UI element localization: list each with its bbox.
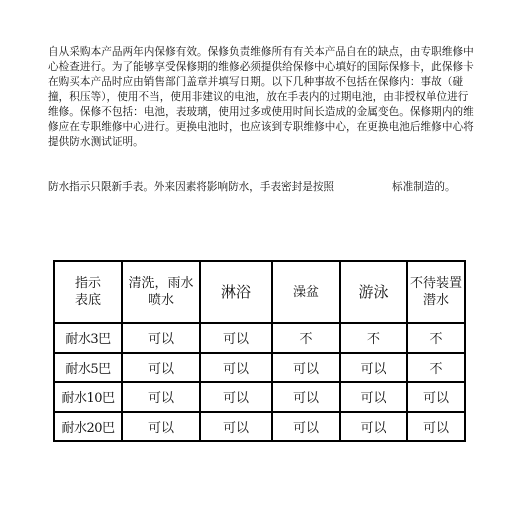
table-cell: 可以 — [340, 353, 407, 383]
table-cell: 可以 — [272, 382, 340, 412]
column-header-diving: 不待装置 潜水 — [407, 261, 465, 323]
table-row — [54, 323, 465, 353]
table-cell: 可以 — [407, 382, 465, 412]
table-cell: 可以 — [407, 412, 465, 442]
corner-header: 指示 表底 — [54, 261, 122, 323]
table-cell: 可以 — [340, 382, 407, 412]
table-cell: 可以 — [272, 412, 340, 442]
waterproof-note-before: 防水指示只限新手表。外来因素将影响防水，手表密封是按照 — [48, 181, 335, 193]
table-row — [54, 382, 465, 412]
table-cell: 不 — [407, 323, 465, 353]
table-cell: 可以 — [122, 353, 200, 383]
table-row — [54, 353, 465, 383]
table-cell: 不 — [340, 323, 407, 353]
row-label: 耐水5巴 — [54, 353, 122, 383]
table-cell: 不 — [407, 353, 465, 383]
waterproof-note-after: 标准制造的。 — [392, 181, 456, 193]
column-header-shower: 淋浴 — [200, 261, 272, 323]
row-label: 耐水10巴 — [54, 382, 122, 412]
warranty-paragraph — [48, 45, 473, 150]
table-cell: 可以 — [200, 412, 272, 442]
column-header-bath: 澡盆 — [272, 261, 340, 323]
paragraph-line: 在购买本产品时应由销售部门盖章并填写日期。以下几种事故不包括在保修内：事故（碰 — [48, 76, 464, 88]
waterproof-note — [48, 180, 473, 195]
table-cell: 不 — [272, 323, 340, 353]
table-cell: 可以 — [200, 382, 272, 412]
row-label: 耐水20巴 — [54, 412, 122, 442]
table-cell: 可以 — [340, 412, 407, 442]
row-label: 耐水3巴 — [54, 323, 122, 353]
paragraph-line: 维修。保修不包括：电池，表玻璃，使用过多或使用时间长造成的金属变色。保修期内的维 — [48, 106, 474, 118]
water-resistance-table — [53, 260, 466, 442]
paragraph-line: 自从采购本产品两年内保修有效。保修负责维修所有有关本产品自在的缺点，由专职维修中 — [48, 46, 474, 58]
table-cell: 可以 — [122, 382, 200, 412]
column-header-swimming: 游泳 — [340, 261, 407, 323]
table-cell: 可以 — [200, 353, 272, 383]
paragraph-line: 心检查进行。为了能够享受保修期的维修必须提供给保修中心填好的国际保修卡，此保修卡 — [48, 61, 474, 73]
table-header-row — [54, 261, 465, 323]
paragraph-line: 修应在专职维修中心进行。更换电池时，也应该到专职维修中心，在更换电池后维修中心将 — [48, 121, 474, 133]
table-cell: 可以 — [272, 353, 340, 383]
column-header-washing: 清洗，雨水 喷水 — [122, 261, 200, 323]
table-cell: 可以 — [122, 412, 200, 442]
paragraph-line: 提供防水测试证明。 — [48, 136, 144, 148]
table-row — [54, 412, 465, 442]
table-cell: 可以 — [122, 323, 200, 353]
table-cell: 可以 — [200, 323, 272, 353]
paragraph-line: 撞，积压等），使用不当，使用非建议的电池，放在手表内的过期电池，由非授权单位进行 — [48, 91, 469, 103]
